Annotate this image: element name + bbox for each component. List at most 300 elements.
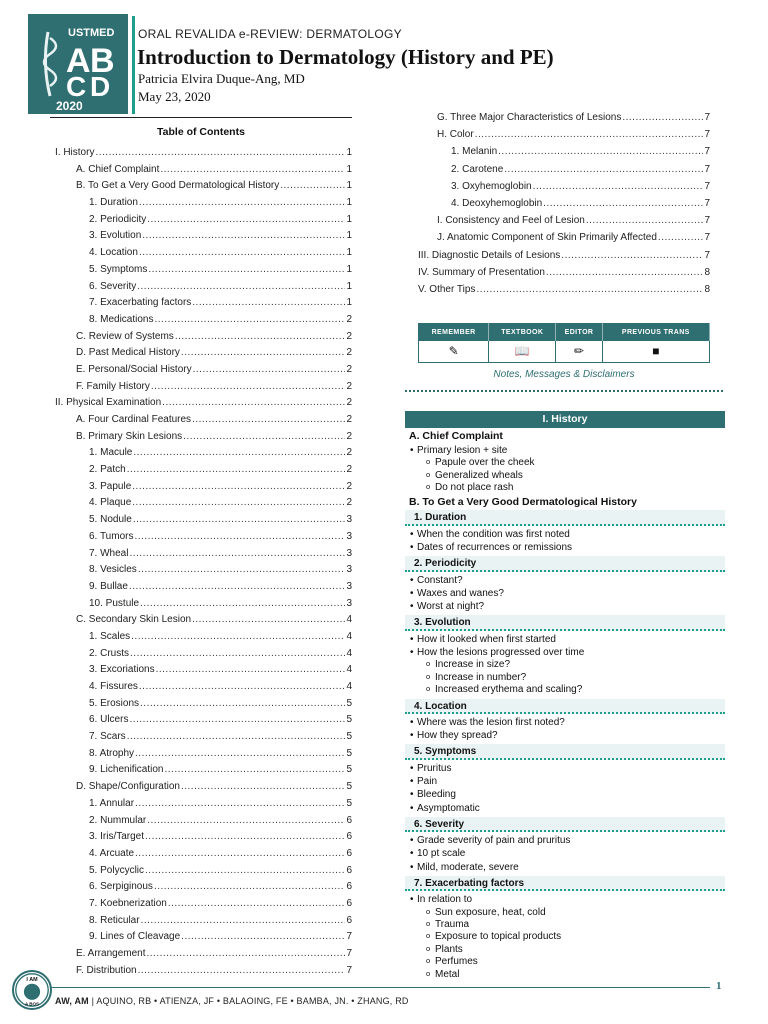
toc-leader-dots	[504, 164, 703, 175]
toc-entry-label: 8. Vesicles	[89, 564, 137, 576]
toc-entry-label: 1. Macule	[89, 447, 133, 459]
toc-entry-page: 2	[346, 430, 352, 442]
toc-entry[interactable]	[50, 798, 352, 815]
document-author: Patricia Elvira Duque-Ang, MD	[138, 71, 305, 86]
list-item: • How the lesions progressed over time	[405, 646, 725, 659]
toc-leader-dots	[147, 815, 345, 826]
toc-entry[interactable]	[415, 146, 710, 163]
toc-entry[interactable]	[50, 648, 352, 665]
toc-entry[interactable]	[50, 931, 352, 948]
list-item: o Papule over the cheek	[405, 457, 725, 469]
toc-entry-label: 4. Fissures	[89, 681, 138, 692]
toc-leader-dots	[138, 564, 346, 575]
toc-leader-dots	[192, 614, 345, 625]
toc-entry-page: 2	[346, 464, 352, 476]
toc-entry-page: 1	[346, 230, 352, 242]
toc-entry-label: 6. Tumors	[89, 530, 134, 542]
toc-entry[interactable]	[50, 481, 352, 498]
toc-entry-label: 1. Melanin	[451, 146, 498, 158]
list-item: o Do not place rash	[405, 482, 725, 494]
footer-rule	[50, 987, 710, 988]
toc-entry[interactable]	[50, 898, 352, 915]
toc-entry-page: 1	[346, 297, 352, 309]
toc-entry[interactable]	[50, 948, 352, 965]
toc-entry[interactable]	[50, 631, 352, 648]
list-item: • Where was the lesion first noted?	[405, 716, 725, 729]
toc-entry[interactable]	[50, 180, 352, 197]
note-icon: ■	[602, 341, 709, 363]
toc-entry[interactable]	[50, 297, 352, 314]
list-item: • In relation to	[405, 893, 725, 906]
toc-leader-dots	[498, 146, 703, 157]
svg-text:D: D	[90, 71, 111, 102]
toc-entry[interactable]	[415, 112, 710, 129]
toc-entry-page: 7	[704, 232, 710, 244]
toc-entry-label: IV. Summary of Presentation	[418, 266, 545, 278]
toc-entry-label: 8. Atrophy	[89, 747, 135, 759]
toc-entry[interactable]	[50, 698, 352, 715]
toc-leader-dots	[192, 297, 345, 308]
toc-leader-dots	[129, 581, 346, 592]
list-item: • When the condition was first noted	[405, 528, 725, 541]
toc-entry-page: 2	[346, 480, 352, 492]
toc-entry-label: B. To Get a Very Good Dermatological History	[76, 180, 280, 192]
book-icon: 📖	[489, 341, 556, 363]
toc-entry-page: 4	[346, 614, 352, 626]
toc-entry-label: 2. Crusts	[89, 647, 130, 659]
toc-leader-dots	[127, 464, 346, 475]
toc-entry-label: G. Three Major Characteristics of Lesions	[437, 112, 622, 123]
notes-disclaimers-link[interactable]: Notes, Messages & Disclaimers	[493, 369, 635, 380]
toc-entry[interactable]	[50, 414, 352, 431]
toc-entry[interactable]	[50, 714, 352, 731]
history-subheading: 6. Severity	[405, 817, 725, 833]
toc-entry-page: 6	[346, 847, 352, 859]
toc-entry-page: 4	[346, 681, 352, 692]
toc-entry-page: 2	[346, 330, 352, 342]
toc-entry-label: 7. Exacerbating factors	[89, 297, 192, 309]
toc-entry[interactable]	[50, 781, 352, 798]
toc-entry-page: 3	[346, 530, 352, 542]
toc-entry-label: C. Secondary Skin Lesion	[76, 614, 192, 626]
toc-entry[interactable]	[50, 531, 352, 548]
toc-entry-label: D. Shape/Configuration	[76, 781, 180, 793]
pen-icon: ✎	[419, 341, 489, 363]
list-item: • How they spread?	[405, 729, 725, 742]
toc-leader-dots	[183, 431, 345, 442]
toc-leader-dots	[146, 948, 345, 959]
toc-entry-page: 7	[704, 249, 710, 261]
class-logo	[28, 14, 128, 114]
toc-entry-page: 4	[346, 647, 352, 659]
toc-entry-label: 6. Severity	[89, 280, 137, 292]
svg-text:A: A	[66, 42, 91, 80]
toc-entry[interactable]	[50, 915, 352, 932]
toc-entry-page: 2	[346, 363, 352, 375]
toc-entry-page: 3	[346, 514, 352, 526]
toc-leader-dots	[181, 931, 345, 942]
toc-entry[interactable]	[50, 614, 352, 631]
toc-entry-label: 4. Arcuate	[89, 847, 135, 859]
toc-entry[interactable]	[50, 397, 352, 414]
toc-entry-page: 7	[704, 129, 710, 141]
toc-entry[interactable]	[50, 681, 352, 698]
toc-entry-page: 1	[346, 163, 352, 175]
toc-entry[interactable]	[50, 281, 352, 298]
chief-complaint-heading: A. Chief Complaint	[409, 430, 503, 442]
toc-entry[interactable]	[50, 865, 352, 882]
toc-leader-dots	[139, 197, 346, 208]
toc-leader-dots	[137, 281, 345, 292]
toc-entry-page: 1	[346, 280, 352, 292]
toc-entry[interactable]	[50, 147, 352, 164]
toc-leader-dots	[132, 497, 345, 508]
toc-entry-page: 6	[346, 897, 352, 909]
toc-leader-dots	[156, 664, 346, 675]
toc-leader-dots	[476, 284, 703, 295]
toc-entry-label: D. Past Medical History	[76, 347, 180, 359]
toc-entry-label: 7. Koebnerization	[89, 897, 167, 909]
toc-entry[interactable]	[50, 431, 352, 448]
list-item: o Increased erythema and scaling?	[405, 684, 725, 696]
toc-entry[interactable]	[50, 564, 352, 581]
toc-entry[interactable]	[50, 347, 352, 364]
toc-entry-page: 5	[346, 797, 352, 809]
list-item: o Plants	[405, 944, 725, 956]
list-item: • Grade severity of pain and pruritus	[405, 834, 725, 847]
toc-entry-page: 7	[346, 964, 352, 976]
toc-entry[interactable]	[50, 581, 352, 598]
toc-entry-label: 8. Medications	[89, 313, 154, 325]
toc-leader-dots	[140, 698, 345, 709]
toc-leader-dots	[280, 180, 345, 191]
toc-leader-dots	[133, 514, 346, 525]
toc-leader-dots	[141, 915, 346, 926]
header-divider	[132, 16, 135, 114]
footer-authors	[55, 996, 409, 1006]
toc-entry-label: 6. Serpiginous	[89, 881, 153, 893]
toc-leader-dots	[129, 714, 345, 725]
toc-entry-label: H. Color	[437, 129, 474, 141]
toc-entry-label: F. Distribution	[76, 964, 137, 976]
toc-entry[interactable]	[50, 965, 352, 982]
toc-entry-label: 7. Wheal	[89, 547, 129, 559]
toc-entry-page: 6	[346, 831, 352, 843]
legend-header-textbook: TEXTBOOK	[489, 324, 556, 341]
list-item: o Generalized wheals	[405, 470, 725, 482]
list-item: • Worst at night?	[405, 600, 725, 613]
toc-entry-label: 7. Scars	[89, 731, 126, 743]
toc-entry-label: V. Other Tips	[418, 283, 476, 295]
toc-entry-page: 7	[704, 197, 710, 209]
list-item: o Perfumes	[405, 956, 725, 968]
toc-entry[interactable]	[50, 514, 352, 531]
list-item: • 10 pt scale	[405, 847, 725, 860]
toc-entry-label: 5. Erosions	[89, 697, 140, 709]
history-subheading: 7. Exacerbating factors	[405, 876, 725, 892]
toc-entry-label: J. Anatomic Component of Skin Primarily Affected	[437, 232, 657, 244]
toc-leader-dots	[162, 397, 345, 408]
toc-entry[interactable]	[50, 881, 352, 898]
toc-entry-page: 7	[704, 180, 710, 192]
toc-entry-label: III. Diagnostic Details of Lesions	[418, 249, 561, 261]
toc-entry-page: 3	[346, 564, 352, 576]
toc-entry[interactable]	[50, 331, 352, 348]
toc-leader-dots	[546, 267, 704, 278]
toc-entry[interactable]	[50, 214, 352, 231]
toc-leader-dots	[622, 112, 703, 123]
toc-entry[interactable]	[415, 198, 710, 215]
toc-leader-dots	[145, 865, 345, 876]
toc-entry-label: 9. Lines of Cleavage	[89, 931, 181, 943]
toc-leader-dots	[175, 331, 346, 342]
content-column	[405, 411, 725, 983]
toc-leader-dots	[151, 381, 346, 392]
list-item: o Metal	[405, 969, 725, 981]
svg-text:C: C	[66, 71, 87, 102]
toc-entry-page: 5	[346, 697, 352, 709]
toc-entry-label: 2. Patch	[89, 464, 126, 476]
document-subtitle: ORAL REVALIDA e-REVIEW: DERMATOLOGY	[138, 27, 402, 41]
spacer	[405, 981, 725, 983]
toc-leader-dots	[181, 781, 345, 792]
list-item: • Primary lesion + site	[405, 444, 725, 457]
toc-entry[interactable]	[415, 232, 710, 249]
toc-entry-page: 7	[704, 146, 710, 158]
toc-entry-label: 3. Oxyhemoglobin	[451, 180, 532, 192]
toc-entry-label: 8. Reticular	[89, 914, 140, 926]
toc-entry-page: 5	[346, 764, 352, 776]
toc-leader-dots	[95, 147, 345, 158]
toc-entry-label: 9. Bullae	[89, 580, 128, 592]
toc-entry[interactable]	[50, 197, 352, 214]
toc-entry-label: 2. Carotene	[451, 163, 504, 175]
footer-lead: AW, AM	[55, 996, 89, 1006]
toc-entry[interactable]	[50, 497, 352, 514]
toc-entry-page: 7	[346, 948, 352, 959]
toc-entry-label: 10. Pustule	[89, 597, 140, 609]
toc-entry-label: A. Four Cardinal Features	[76, 414, 192, 425]
toc-entry[interactable]	[50, 464, 352, 481]
toc-entry[interactable]	[50, 247, 352, 264]
toc-leader-dots	[127, 731, 346, 742]
toc-entry-label: I. History	[55, 147, 95, 158]
toc-entry-label: 3. Papule	[89, 480, 132, 492]
toc-entry[interactable]	[415, 181, 710, 198]
toc-entry-page: 8	[704, 283, 710, 295]
toc-leader-dots	[561, 250, 703, 261]
toc-left-column	[50, 117, 352, 981]
toc-entry-page: 2	[346, 347, 352, 359]
toc-entry-label: E. Personal/Social History	[76, 363, 192, 375]
toc-entry-page: 2	[346, 397, 352, 409]
toc-entry-label: 4. Deoxyhemoglobin	[451, 197, 543, 209]
document-title: Introduction to Dermatology (History and PE)	[137, 45, 554, 69]
toc-entry-page: 5	[346, 714, 352, 726]
pencil-icon: ✏	[556, 341, 602, 363]
list-item: • Bleeding	[405, 788, 725, 801]
toc-leader-dots	[586, 215, 704, 226]
toc-entry-page: 2	[346, 414, 352, 425]
history-heading: B. To Get a Very Good Dermatological History	[409, 496, 637, 509]
toc-leader-dots	[165, 764, 346, 775]
toc-entry[interactable]	[50, 731, 352, 748]
toc-leader-dots	[145, 831, 345, 842]
toc-entry[interactable]	[415, 267, 710, 284]
toc-title: Table of Contents	[157, 126, 245, 138]
toc-entry[interactable]	[415, 250, 710, 267]
toc-entry[interactable]	[50, 164, 352, 181]
toc-entry[interactable]	[50, 848, 352, 865]
toc-entry-page: 1	[346, 180, 352, 192]
toc-leader-dots	[140, 598, 345, 609]
toc-entry-page: 5	[346, 747, 352, 759]
toc-entry-page: 5	[346, 731, 352, 743]
svg-text:A BOS: A BOS	[24, 1001, 40, 1007]
list-item: o Increase in number?	[405, 672, 725, 684]
history-subheading: 1. Duration	[405, 510, 725, 526]
list-item: o Trauma	[405, 919, 725, 931]
toc-leader-dots	[475, 129, 704, 140]
toc-leader-dots	[543, 198, 703, 209]
toc-entry-label: 1. Annular	[89, 797, 135, 809]
svg-text:I AM: I AM	[26, 977, 38, 983]
history-subheading: 2. Periodicity	[405, 556, 725, 572]
toc-leader-dots	[147, 214, 345, 225]
history-subheading: 4. Location	[405, 699, 725, 715]
toc-leader-dots	[154, 314, 345, 325]
toc-entry-page: 2	[346, 380, 352, 392]
toc-entry-page: 8	[704, 266, 710, 278]
toc-entry-label: 1. Duration	[89, 197, 138, 209]
toc-entry-page: 7	[704, 112, 710, 123]
toc-entry-label: F. Family History	[76, 380, 150, 392]
toc-leader-dots	[139, 247, 346, 258]
legend-table	[418, 323, 710, 363]
toc-entry-label: 5. Polycyclic	[89, 864, 145, 876]
toc-entry[interactable]	[50, 664, 352, 681]
toc-entry-label: 6. Ulcers	[89, 714, 129, 726]
toc-entry[interactable]	[50, 831, 352, 848]
toc-leader-dots	[134, 531, 345, 542]
toc-entry-label: 2. Periodicity	[89, 213, 147, 225]
toc-entry-label: 1. Scales	[89, 630, 131, 642]
toc-entry[interactable]	[50, 815, 352, 832]
toc-entry[interactable]	[50, 764, 352, 781]
toc-leader-dots	[135, 748, 345, 759]
toc-entry-page: 3	[346, 580, 352, 592]
toc-entry-page: 6	[346, 914, 352, 926]
toc-entry[interactable]	[50, 548, 352, 565]
document-date: May 23, 2020	[138, 89, 211, 104]
legend-header-remember: REMEMBER	[419, 324, 489, 341]
toc-right-column	[415, 112, 710, 301]
toc-entry-page: 1	[346, 197, 352, 209]
toc-entry-label: 3. Iris/Target	[89, 831, 145, 843]
toc-leader-dots	[133, 447, 345, 458]
toc-entry[interactable]	[415, 284, 710, 301]
list-item: • Mild, moderate, severe	[405, 861, 725, 874]
toc-entry-page: 1	[346, 247, 352, 259]
toc-entry-label: 5. Nodule	[89, 514, 132, 526]
toc-entry[interactable]	[415, 164, 710, 181]
svg-text:UST: UST	[68, 27, 90, 39]
footer-author-list: | AQUINO, RB • ATIENZA, JF • BALAOING, FE • BAMBA, JN. • ZHANG, RD	[91, 996, 409, 1006]
toc-entry[interactable]	[50, 748, 352, 765]
toc-entry-page: 2	[346, 313, 352, 325]
toc-entry-label: 4. Plaque	[89, 497, 132, 509]
list-item: • Constant?	[405, 574, 725, 587]
toc-leader-dots	[130, 648, 345, 659]
toc-entry[interactable]	[50, 447, 352, 464]
toc-entry[interactable]	[50, 230, 352, 247]
toc-entry-page: 2	[346, 447, 352, 459]
toc-entry[interactable]	[50, 264, 352, 281]
toc-entry-page: 2	[346, 497, 352, 509]
list-item: o Increase in size?	[405, 659, 725, 671]
toc-entry[interactable]	[50, 381, 352, 398]
toc-leader-dots	[142, 230, 345, 241]
toc-entry-page: 6	[346, 881, 352, 893]
toc-leader-dots	[533, 181, 704, 192]
toc-entry-page: 3	[346, 547, 352, 559]
history-subheading: 3. Evolution	[405, 615, 725, 631]
toc-leader-dots	[168, 898, 346, 909]
toc-entry-page: 7	[704, 215, 710, 227]
toc-entry-label: B. Primary Skin Lesions	[76, 430, 183, 442]
toc-entry-label: E. Arrangement	[76, 948, 146, 959]
toc-entry[interactable]	[50, 364, 352, 381]
toc-entry-label: 5. Symptoms	[89, 263, 148, 275]
toc-entry-page: 4	[346, 664, 352, 676]
logo-graphic	[28, 14, 128, 114]
list-item: • Pain	[405, 775, 725, 788]
toc-entry-label: A. Chief Complaint	[76, 163, 160, 175]
toc-entry-page: 6	[346, 864, 352, 876]
toc-entry[interactable]	[415, 215, 710, 232]
toc-leader-dots	[132, 481, 345, 492]
toc-leader-dots	[160, 164, 345, 175]
toc-entry-page: 1	[346, 263, 352, 275]
toc-leader-dots	[139, 681, 346, 692]
toc-entry[interactable]	[50, 598, 352, 615]
svg-text:2020: 2020	[56, 99, 83, 113]
toc-entry-label: 3. Excoriations	[89, 664, 155, 676]
legend-header-editor: EDITOR	[556, 324, 602, 341]
toc-entry-label: I. Consistency and Feel of Lesion	[437, 215, 585, 227]
section-heading-history: I. History	[405, 411, 725, 428]
toc-entry-label: 3. Evolution	[89, 230, 142, 242]
toc-leader-dots	[658, 232, 704, 243]
toc-entry-page: 4	[346, 630, 352, 642]
list-item: • How it looked when first started	[405, 633, 725, 646]
toc-entry-label: II. Physical Examination	[55, 397, 162, 409]
toc-entry[interactable]	[50, 314, 352, 331]
history-subheading: 5. Symptoms	[405, 744, 725, 760]
toc-entry[interactable]	[415, 129, 710, 146]
toc-leader-dots	[193, 364, 346, 375]
list-item: • Pruritus	[405, 762, 725, 775]
toc-entry-label: 2. Nummular	[89, 814, 147, 826]
list-item: • Asymptomatic	[405, 802, 725, 815]
badge-logo	[12, 970, 52, 1010]
toc-entry-label: C. Review of Systems	[76, 330, 174, 342]
page-number: 1	[716, 980, 722, 992]
toc-leader-dots	[181, 347, 346, 358]
svg-text:MED: MED	[90, 27, 115, 39]
toc-entry-page: 3	[346, 597, 352, 609]
toc-leader-dots	[129, 548, 345, 559]
